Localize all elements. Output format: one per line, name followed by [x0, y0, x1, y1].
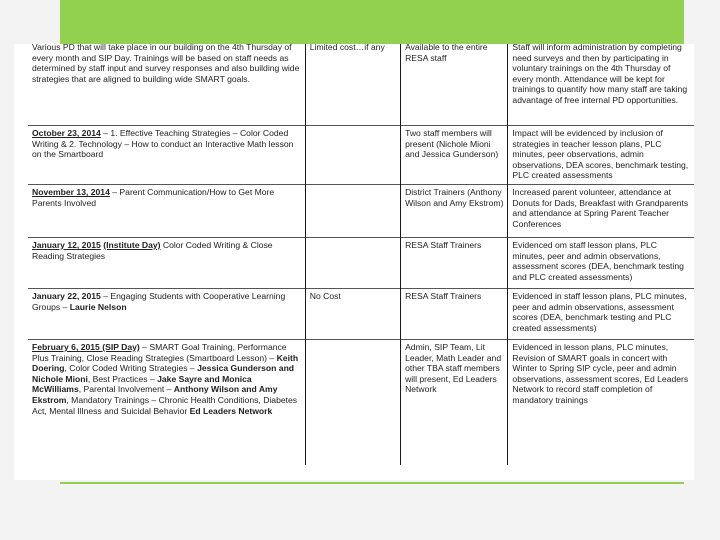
evaluation-text: Increased parent volunteer, attendance at Donuts for Dads, Breakfast with Grandparents and attendance at Spring Parent Teacher Conferences [512, 186, 689, 229]
session-date: November 13, 2014 [32, 186, 110, 197]
description-cell [28, 339, 305, 465]
cost-cell [305, 339, 400, 465]
presenter-name: Jake Sayre and Monica McWilliams [32, 373, 252, 395]
session-date: January 22, 2015 [32, 290, 101, 301]
description-text: – Parent Communication/How to Get More Parents Involved [32, 186, 275, 208]
description-text: , Color Coded Writing Strategies – [64, 363, 198, 374]
provider-text: Admin, SIP Team, Lit Leader, Math Leader and other TBA staff members will present, Ed Leaders Network [405, 341, 502, 395]
evaluation-cell [508, 237, 694, 288]
provider-text: Available to the entire RESA staff [405, 44, 488, 63]
presenter-name: Ed Leaders Network [189, 405, 273, 416]
evaluation-text: Evidenced in lesson plans, PLC minutes, Revision of SMART goals in concert with Winter to Spring SIP cycle, peer and admin observations, assessment scores, Ed Leaders Network to record staff completion of mandatory trainings [512, 341, 689, 405]
evaluation-text: Impact will be evidenced by inclusion of strategies in teacher lesson plans, PLC minutes, peer observations, admin observations, DEA scores, benchmark testing, PLC created assessments [512, 128, 689, 181]
description-cell [28, 184, 305, 237]
evaluation-cell [508, 339, 694, 465]
evaluation-text: Staff will inform administration by completing need surveys and then by participating in voluntary trainings on the 4th Thursday of every month. Attendance will be kept for trainings to quantify how many staff are taking advantage of free internal PD opportunities. [512, 44, 688, 105]
description-text: Color Coded Writing & Close Reading Strategies [32, 239, 273, 261]
session-date: January 12, 2015 [32, 239, 101, 250]
provider-cell [401, 44, 508, 126]
description-text: – 1. Effective Teaching Strategies – Color Coded Writing & 2. Technology – How to conduct an Interactive Math lesson on the Smartboard [32, 128, 294, 160]
cost-cell [305, 184, 400, 237]
provider-text: RESA Staff Trainers [405, 239, 482, 250]
description-text: , Mandatory Trainings – Chronic Health Conditions, Diabetes Act, Mental Illness and Suicidal Behavior [32, 394, 298, 416]
table-row [28, 44, 694, 126]
provider-text: District Trainers (Anthony Wilson and Amy Ekstrom) [405, 186, 504, 208]
cost-text: No Cost [309, 290, 341, 301]
provider-text: Two staff members will present (Nichole Mioni and Jessica Gunderson) [405, 128, 499, 160]
cost-cell [305, 288, 400, 339]
presenter-name: Laurie Nelson [69, 301, 127, 312]
provider-text: RESA Staff Trainers [405, 290, 482, 301]
evaluation-cell [508, 288, 694, 339]
description-cell [28, 288, 305, 339]
header-accent-bar [60, 0, 684, 44]
table-row [28, 288, 694, 339]
description-text: Various PD that will take place in our building on the 4th Thursday of every month and SIP Day. Trainings will be based on staff needs as determined by staff input and survey responses and also building wide strategies that are aligned to building wide SMART goals. [32, 44, 300, 84]
description-text: , Parental Involvement – [78, 384, 174, 395]
cost-cell [305, 126, 400, 185]
evaluation-text: Evidenced in staff lesson plans, PLC minutes, peer and admin observations, assessment scores (DEA, benchmark testing and PLC created assessments) [512, 290, 687, 333]
evaluation-text: Evidenced om staff lesson plans, PLC minutes, peer and admin observations, assessment scores (DEA, benchmark testing and PLC created assessments) [512, 239, 684, 282]
provider-cell [401, 184, 508, 237]
cost-cell [305, 44, 400, 126]
table-row [28, 339, 694, 465]
table-row [28, 237, 694, 288]
cost-cell [305, 237, 400, 288]
description-text: , Best Practices – [87, 373, 158, 384]
provider-cell [401, 126, 508, 185]
presenter-name: Jessica Gunderson and Nichole Mioni [32, 363, 295, 384]
session-note: (Institute Day) [103, 239, 161, 250]
provider-cell [401, 339, 508, 465]
description-text: – SMART Goal Training, Performance Plus Training, Close Reading Strategies (Smartboard Lesson) – [32, 341, 287, 363]
presenter-name: Keith Doering [32, 352, 299, 374]
slide-content [14, 44, 694, 480]
session-date: February 6, 2015 (SIP Day) [32, 341, 140, 352]
description-cell [28, 44, 305, 126]
presenter-name: Anthony Wilson and Amy Ekstrom [32, 384, 278, 405]
session-date: October 23, 2014 [32, 128, 101, 138]
evaluation-cell [508, 44, 694, 126]
description-cell [28, 126, 305, 185]
cost-text: Limited cost…if any [309, 44, 385, 52]
description-text: – Engaging Students with Cooperative Learning Groups – [32, 290, 286, 312]
description-cell [28, 237, 305, 288]
footer-accent-rule [60, 482, 684, 484]
evaluation-cell [508, 184, 694, 237]
table-row [28, 184, 694, 237]
provider-cell [401, 288, 508, 339]
evaluation-cell [508, 126, 694, 185]
table-row [28, 126, 694, 185]
professional-development-table [28, 44, 694, 465]
provider-cell [401, 237, 508, 288]
